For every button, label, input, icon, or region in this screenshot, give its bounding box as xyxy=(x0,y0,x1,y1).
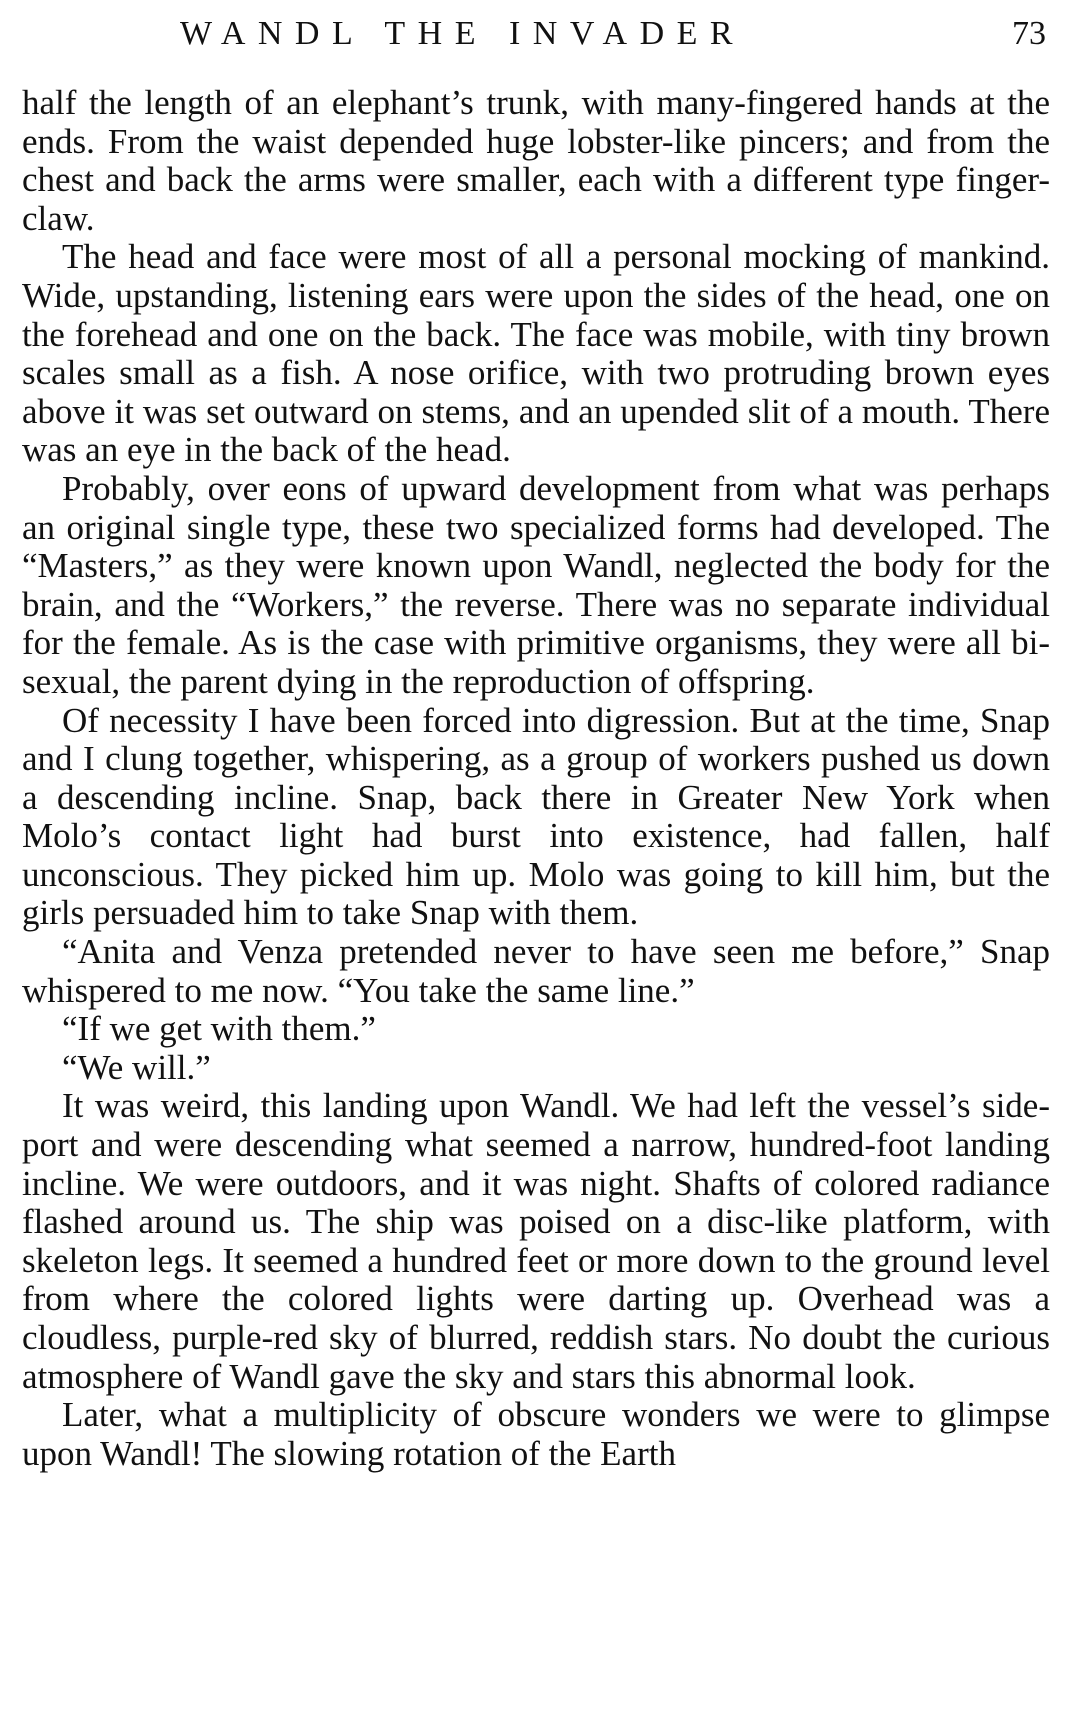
dialogue-if-we-get: “If we get with them.” xyxy=(62,1009,376,1049)
dialogue-anita-venza: “Anita and Venza pretended never to have seen me before,” Snap whispered to me now. “You take the same line.” xyxy=(22,932,1050,1010)
paragraph-digression: Of necessity I have been forced into digression. But at the time, Snap and I clung together, whispering, as a group of workers pushed us down a descending incline. Snap, back there in Greater New York when Molo’s contact light had burst into existence, had fallen, half unconscious. They picked him up. Molo was going to kill him, but the girls persuaded him to take Snap with them. xyxy=(22,700,1050,933)
paragraph-wonders: Later, what a multiplicity of obscure wonders we were to glimpse upon Wandl! The slowing rotation of the Earth xyxy=(22,1395,1050,1473)
paragraph-head-and-face: The head and face were most of all a personal mocking of mankind. Wide, upstanding, listening ears were upon the sides of the head, one on the forehead and one on the back. The face was mobile, with tiny brown scales small as a fish. A nose orifice, with two protruding brown eyes above it was set outward on stems, and an upended slit of a mouth. There was an eye in the back of the head. xyxy=(22,237,1050,470)
page-header xyxy=(22,14,1050,60)
body-text xyxy=(22,84,1050,1473)
page-number: 73 xyxy=(1012,15,1046,52)
paragraph-continued: half the length of an elephant’s trunk, with many-fingered hands at the ends. From the waist depended huge lobster-like pincers; and from the chest and back the arms were smaller, each with a different type finger-claw. xyxy=(22,83,1050,238)
dialogue-we-will: “We will.” xyxy=(62,1047,211,1087)
paragraph-landing: It was weird, this landing upon Wandl. We had left the vessel’s side-port and were descending what seemed a narrow, hundred-foot landing incline. We were outdoors, and it was night. Shafts of colored radiance flashed around us. The ship was poised on a disc-like platform, with skeleton legs. It seemed a hundred feet or more down to the ground level from where the colored lights were darting up. Overhead was a cloudless, purple-red sky of blurred, reddish stars. No doubt the curious atmosphere of Wandl gave the sky and stars this abnormal look. xyxy=(22,1086,1050,1396)
book-page xyxy=(22,14,1050,1714)
paragraph-development: Probably, over eons of upward development from what was perhaps an original single type, these two specialized forms had developed. The “Masters,” as they were known upon Wandl, neglected the body for the brain, and the “Workers,” the reverse. There was no separate individual for the female. As is the case with primitive organisms, they were all bi-sexual, the parent dying in the reproduction of offspring. xyxy=(22,468,1050,701)
running-title: WANDL THE INVADER xyxy=(180,15,746,52)
